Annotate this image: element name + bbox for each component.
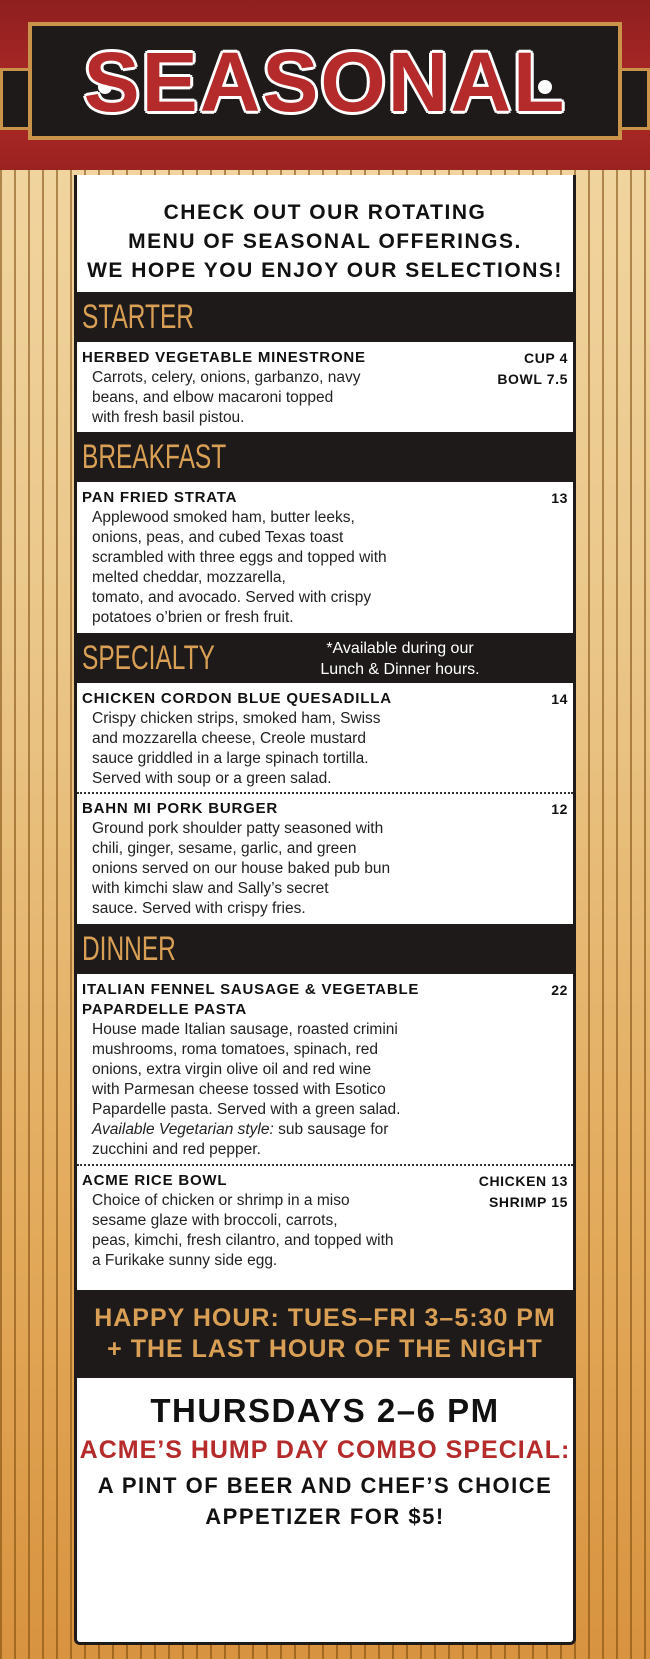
item-divider <box>77 1164 573 1166</box>
item-name: ACME RICE BOWL <box>82 1172 228 1189</box>
item-description-main: House made Italian sausage, roasted crimini mushrooms, roma tomatoes, spinach, red onions, extra virgin olive oil and red wine with Parmesan cheese tossed with Esotico Papardelle pasta. Served with a green salad. <box>92 1021 401 1118</box>
menu-item <box>82 799 568 919</box>
menu-item <box>82 689 568 789</box>
item-divider <box>77 792 573 794</box>
section-note: *Available during our Lunch & Dinner hours. <box>320 640 480 678</box>
item-price: CHICKEN 13 SHRIMP 15 <box>478 1173 568 1210</box>
item-description: Applewood smoked ham, butter leeks, onions, peas, and cubed Texas toast scrambled with three eggs and topped with melted cheddar, mozzarella, tomato, and avocado. Served with crispy potatoes o’brien or fresh fruit. <box>92 509 387 626</box>
item-name: HERBED VEGETABLE MINESTRONE <box>82 349 366 366</box>
menu-item <box>82 1171 568 1271</box>
section-header-dinner <box>74 924 576 974</box>
section-title: SPECIALTY <box>82 639 215 677</box>
item-vegetarian-note: Available Vegetarian style: <box>92 1121 274 1138</box>
thursday-special: ACME’S HUMP DAY COMBO SPECIAL: <box>79 1436 571 1464</box>
banner-title: SEASONAL <box>83 35 567 129</box>
section-header-starter <box>74 292 576 342</box>
item-description: Ground pork shoulder patty seasoned with chili, ginger, sesame, garlic, and green onions served on our house baked pub bun with kimchi slaw and Sally’s secret sauce. Served with crispy fries. <box>92 820 391 917</box>
section-title: BREAKFAST <box>82 438 227 476</box>
thursday-detail: A PINT OF BEER AND CHEF’S CHOICE APPETIZER FOR $5! <box>97 1473 553 1529</box>
item-description: Carrots, celery, onions, garbanzo, navy beans, and elbow macaroni topped with fresh basil pistou. <box>92 369 361 426</box>
item-name: PAN FRIED STRATA <box>82 489 238 506</box>
thursday-title: THURSDAYS 2–6 PM <box>150 1392 500 1429</box>
menu-item <box>82 980 568 1160</box>
item-name: CHICKEN CORDON BLUE QUESADILLA <box>82 690 392 707</box>
section-title: STARTER <box>82 298 194 336</box>
section-title: DINNER <box>82 930 176 968</box>
happy-hour-line1: HAPPY HOUR: TUES–FRI 3–5:30 PM <box>94 1304 556 1332</box>
item-name: ITALIAN FENNEL SAUSAGE & VEGETABLE PAPARDELLE PASTA <box>82 981 420 1018</box>
item-price: 13 <box>551 490 568 506</box>
section-header-specialty <box>74 633 576 683</box>
item-price: 14 <box>551 691 568 707</box>
item-description <box>92 1020 568 1160</box>
happy-hour-line2: + THE LAST HOUR OF THE NIGHT <box>107 1335 543 1363</box>
section-header-breakfast <box>74 432 576 482</box>
menu-item <box>82 488 568 628</box>
menu-item <box>82 348 568 428</box>
item-price: CUP 4 BOWL 7.5 <box>497 350 568 387</box>
item-description: Crispy chicken strips, smoked ham, Swiss and mozzarella cheese, Creole mustard sauce griddled in a large spinach tortilla. Served with soup or a green salad. <box>92 710 381 787</box>
item-description: Choice of chicken or shrimp in a miso sesame glaze with broccoli, carrots, peas, kimchi, fresh cilantro, and topped with a Furikake sunny side egg. <box>92 1192 394 1269</box>
item-price: 12 <box>551 801 568 817</box>
item-vegetarian-detail: sub sausage for zucchini and red pepper. <box>92 1121 389 1158</box>
happy-hour-banner <box>74 1290 576 1378</box>
intro-text: CHECK OUT OUR ROTATING MENU OF SEASONAL OFFERINGS. WE HOPE YOU ENJOY OUR SELECTIONS! <box>87 201 563 282</box>
item-name: BAHN MI PORK BURGER <box>82 800 279 817</box>
item-price: 22 <box>551 982 568 998</box>
